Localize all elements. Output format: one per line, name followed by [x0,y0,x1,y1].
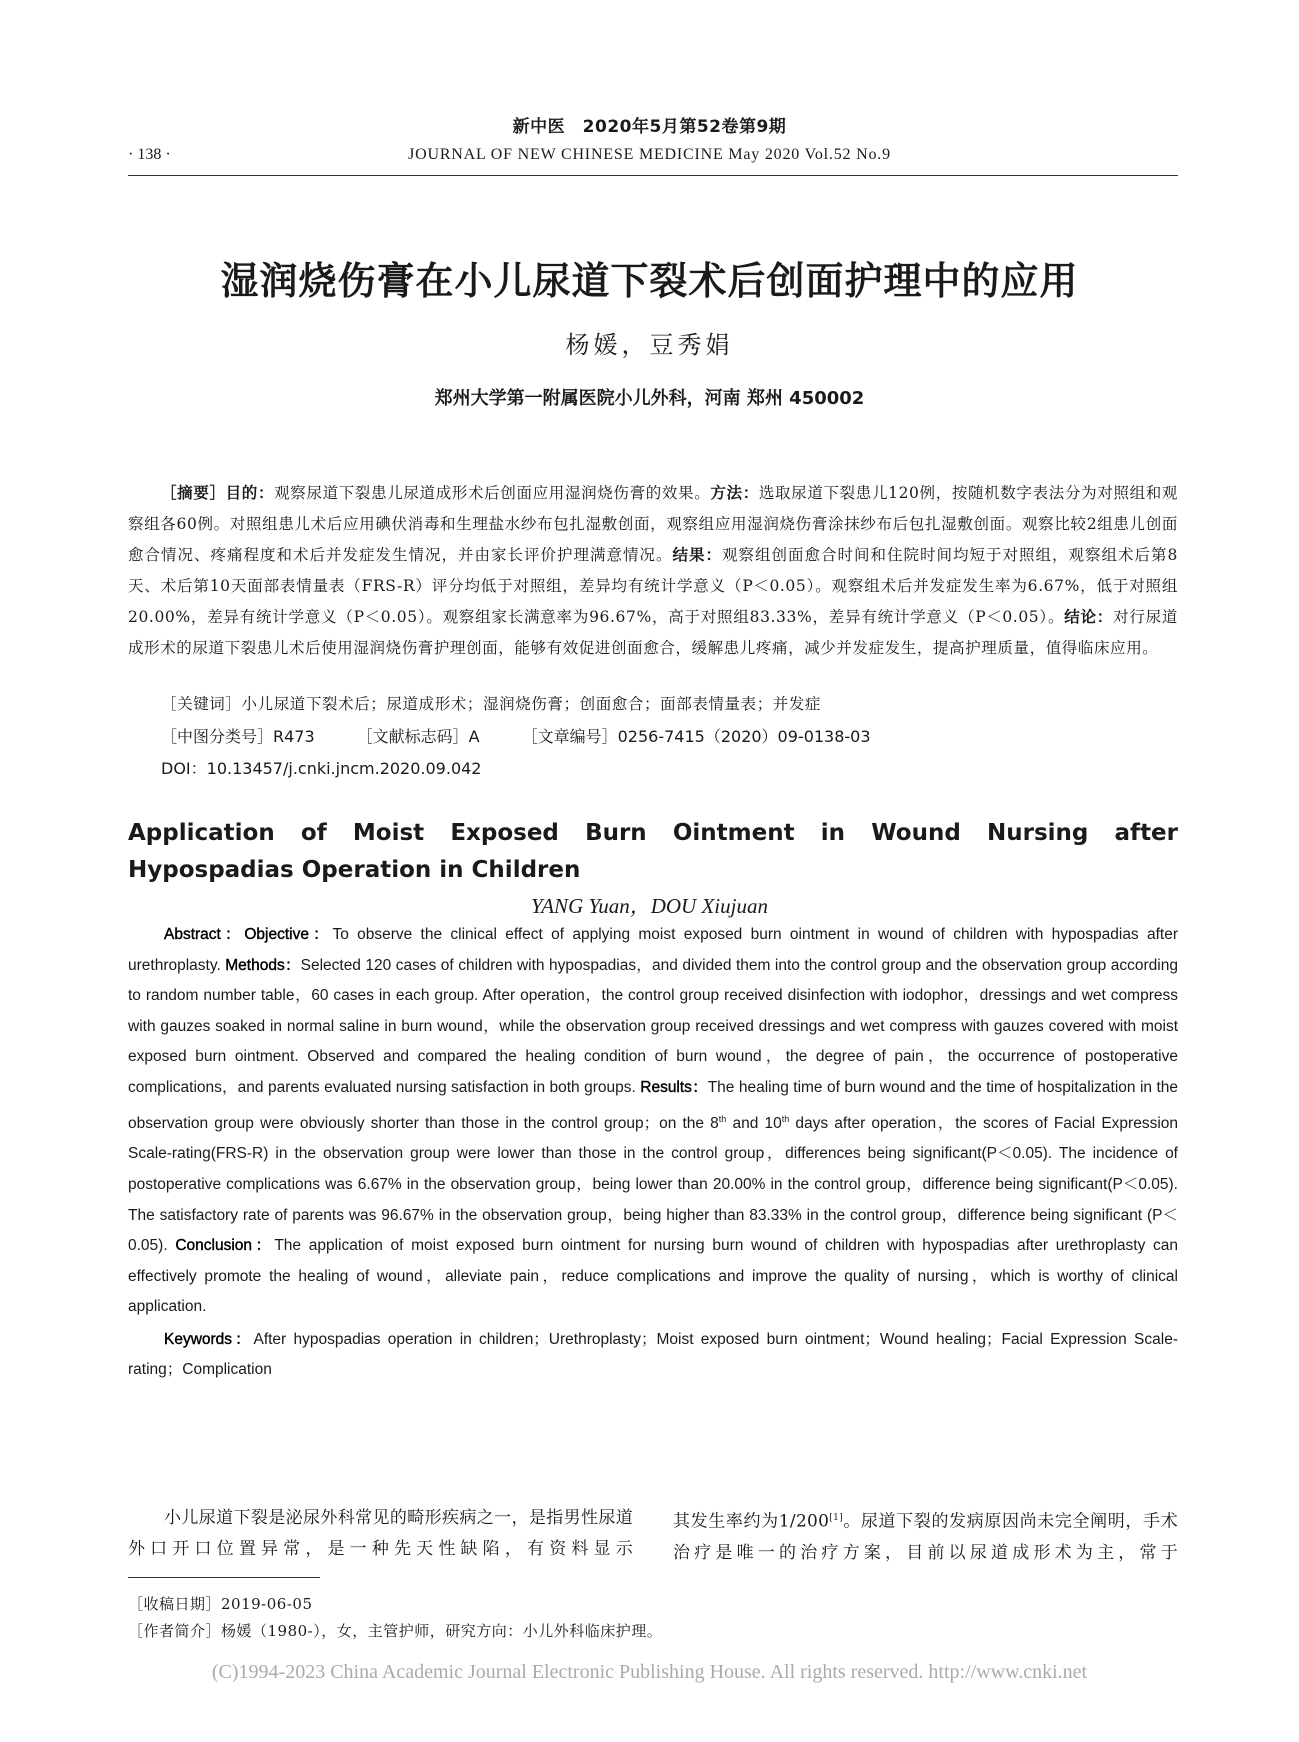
conclusion-label-en: Conclusion： [175,1237,275,1255]
results-text-en-a: The healing time of burn wound and the time of hospitalization in the observation group were obviously shorter than those in the control group；on the 8 [128,1078,1178,1132]
body-right-text-a: 其发生率约为1/200 [673,1511,830,1532]
body-right-text-b: 。尿道下裂的发病原因尚未完全阐明，手术治疗是唯一的治疗方案，目前以尿道成形术为主，常于 [673,1511,1178,1563]
page-number: · 138 · [128,146,171,163]
doi: DOI：10.13457/j.cnki.jncm.2020.09.042 [161,759,482,778]
abstract-cn-tag: ［摘要］ [161,484,226,502]
citation-ref-1: [1] [829,1513,843,1523]
results-label-en: Results： [640,1078,708,1096]
abstract-label-en: Abstract： [164,926,245,943]
objective-label-cn: 目的： [225,484,275,502]
body-column-right [673,1503,1178,1569]
article-number: ［文章编号］0256-7415（2020）09-0138-03 [521,727,871,746]
paper-title-en: Application of Moist Exposed Burn Ointment in Wound Nursing after Hypospadias Operation in Children [128,820,1178,883]
author-list: 杨媛，豆秀娟 [565,331,734,359]
conclusion-label-cn: 结论： [1064,608,1114,626]
objective-text-cn: 观察尿道下裂患儿尿道成形术后创面应用湿润烧伤膏的效果。 [274,484,711,502]
document-code: ［文献标志码］A [356,727,480,746]
keywords-cn: ［关键词］小儿尿道下裂术后；尿道成形术；湿润烧伤膏；创面愈合；面部表情量表；并发症 [161,695,822,713]
copyright-notice: (C)1994-2023 China Academic Journal Electronic Publishing House. All rights reserved. http://www.cnki.net [211,1661,1088,1683]
methods-text-cn: 选取尿道下裂患儿120例，按随机数字表法分为对照组和观察组各60例。对照组患儿术后应用碘伏消毒和生理盐水纱布包扎湿敷创面，观察组应用湿润烧伤膏涂抹纱布后包扎湿敷创面。观察比较2组患儿创面愈合情况、疼痛程度和术后并发症发生情况，并由家长评价护理满意情况。 [128,484,1179,564]
results-text-en-b: and 10 [726,1114,782,1132]
author-bio: ［作者简介］杨媛（1980-），女，主管护师，研究方向：小儿外科临床护理。 [128,1622,663,1640]
body-left-text: 小儿尿道下裂是泌尿外科常见的畸形疾病之一，是指男性尿道外口开口位置异常，是一种先天性缺陷，有资料显示 [128,1508,633,1559]
objective-text-en: To observe the clinical effect of applying moist exposed burn ointment in wound of children with hypospadias after urethroplasty. [128,926,1178,974]
methods-label-cn: 方法： [710,484,759,502]
received-date: ［收稿日期］2019-06-05 [128,1595,313,1613]
abstract-en [128,920,1178,1386]
conclusion-text-en: The application of moist exposed burn ointment for nursing burn wound of children with hypospadias after urethroplasty can effectively promote the healing of wound，alleviate pain，reduce complications and improve the quality of nursing，which is worthy of clinical application. [128,1237,1178,1316]
objective-label-en: Objective： [244,926,333,943]
header-rule [128,175,1178,176]
keywords-text-en: After hypospadias operation in children；Urethroplasty；Moist exposed burn ointment；Wound healing；Facial Expression Scale-rating；Complication [128,1330,1178,1379]
paper-title: 湿润烧伤膏在小儿尿道下裂术后创面护理中的应用 [220,258,1079,303]
classification-line [161,724,871,747]
keywords-label-en: Keywords： [164,1330,254,1348]
affiliation: 郑州大学第一附属医院小儿外科，河南 郑州 450002 [434,388,865,409]
methods-text-en: Selected 120 cases of children with hypospadias，and divided them into the control group and the observation group according to random number table，60 cases in each group. After operation，the control group received disinfection with iodophor，dressings and wet compress with gauzes soaked in normal saline in burn wound，while the observation group received dressings and wet compress with gauzes covered with moist exposed burn ointment. Observed and compared the healing condition of burn wound，the degree of pain，the occurrence of postoperative complications，and parents evaluated nursing satisfaction in both groups. [128,956,1178,1096]
conclusion-text-cn: 对行尿道成形术的尿道下裂患儿术后使用湿润烧伤膏护理创面，能够有效促进创面愈合，缓解患儿疼痛，减少并发症发生，提高护理质量，值得临床应用。 [128,608,1178,657]
abstract-cn [128,478,1178,664]
methods-label-en: Methods： [225,956,301,974]
superscript-th-1: th [718,1113,727,1124]
results-text-cn: 观察组创面愈合时间和住院时间均短于对照组，观察组术后第8天、术后第10天面部表情量表（FRS-R）评分均低于对照组，差异均有统计学意义（P＜0.05）。观察组术后并发症发生率为6.67%，低于对照组20.00%，差异有统计学意义（P＜0.05）。观察组家长满意率为96.67%，高于对照组83.33%，差异有统计学意义（P＜0.05）。 [128,546,1178,626]
journal-header-en: JOURNAL OF NEW CHINESE MEDICINE May 2020 Vol.52 No.9 [408,146,891,163]
body-column-left [128,1503,633,1565]
clc-number: ［中图分类号］R473 [161,727,315,746]
footnote-rule [128,1577,320,1578]
results-text-en-c: days after operation，the scores of Facial Expression Scale-rating(FRS-R) in the observation group were lower than those in the control group，differences being significant(P＜0.05). The incidence of postoperative complications was 6.67% in the observation group，being lower than 20.00% in the control group，difference being significant(P＜0.05). The satisfactory rate of parents was 96.67% in the observation group，being higher than 83.33% in the control group，difference being significant (P＜0.05). [128,1114,1178,1255]
superscript-th-2: th [781,1113,790,1124]
results-label-cn: 结果： [672,546,723,564]
author-list-en: YANG Yuan，DOU Xiujuan [531,894,768,918]
journal-header-cn: 新中医 2020年5月第52卷第9期 [512,117,787,137]
